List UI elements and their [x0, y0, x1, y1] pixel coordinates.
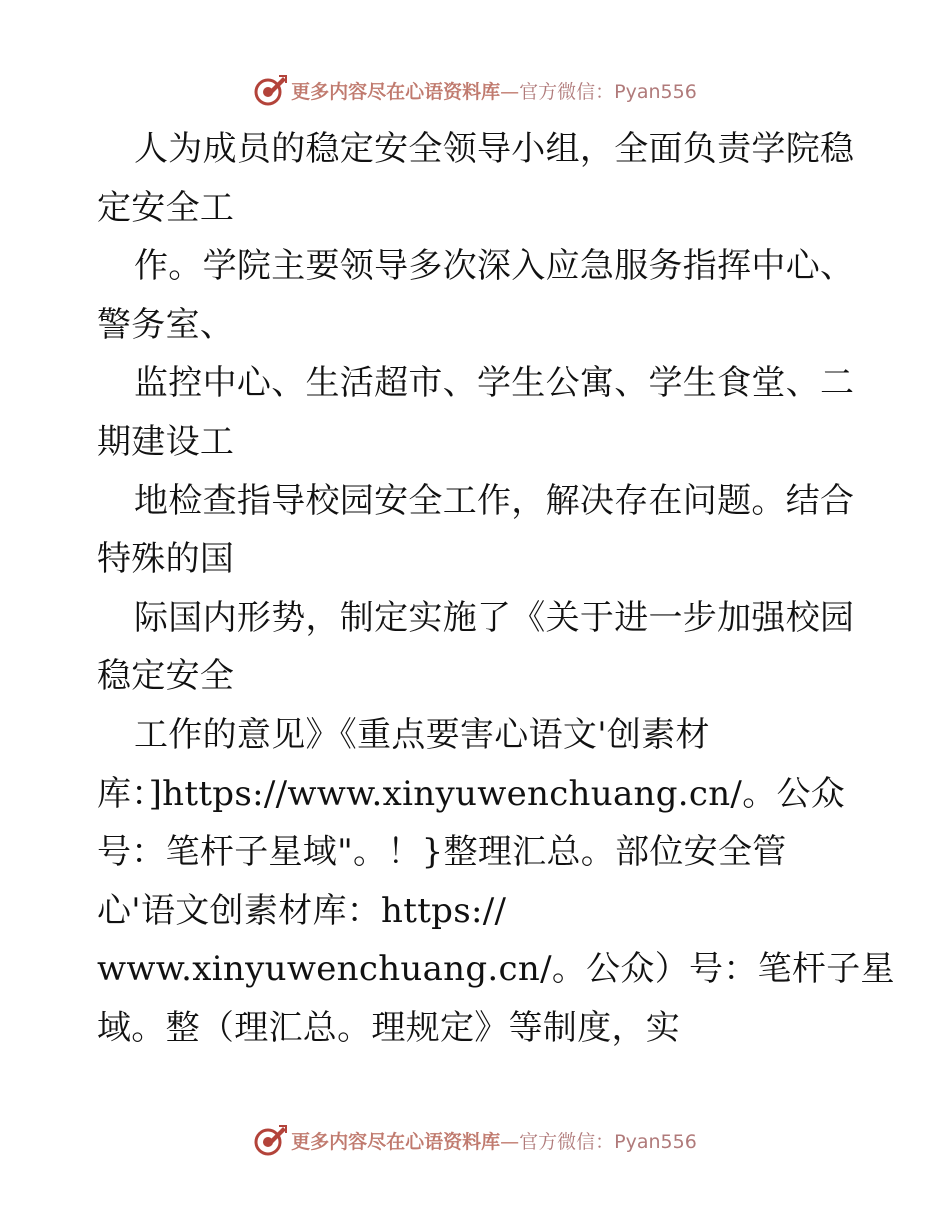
document-body — [97, 120, 895, 1058]
body-line: 稳定安全 — [97, 656, 235, 697]
body-line: 人为成员的稳定安全领导小组，全面负责学院稳 — [134, 129, 855, 169]
header-site-text: 更多内容尽在心语资料库 — [291, 80, 501, 103]
body-line: 警务室、 — [97, 304, 235, 345]
footer-banner — [0, 1120, 950, 1160]
footer-banner-text — [291, 1127, 697, 1154]
body-line: 工作的意见》《重点要害心语文'创素材 — [134, 714, 710, 755]
pen-circle-logo-icon — [253, 73, 287, 107]
body-line: 心'语文创素材库：https:// — [97, 890, 507, 931]
body-line: 域。整（理汇总。理规定》等制度，实 — [97, 1007, 681, 1048]
body-line: 库：]https://www.xinyuwenchuang.cn/。公众 — [97, 773, 846, 814]
header-separator: — — [500, 80, 520, 103]
body-line: 际国内形势，制定实施了《关于进一步加强校园 — [134, 597, 855, 638]
body-line: 定安全工 — [97, 187, 235, 228]
body-line: 号：笔杆子星域"。！}整理汇总。部位安全管 — [97, 832, 787, 873]
pen-circle-logo-icon — [253, 1123, 287, 1157]
body-line: 期建设工 — [97, 421, 235, 462]
body-line: 特殊的国 — [97, 539, 235, 580]
body-line: 作。学院主要领导多次深入应急服务指挥中心、 — [134, 246, 855, 287]
body-line: 监控中心、生活超市、学生公寓、学生食堂、二 — [134, 363, 855, 404]
footer-wechat-text: 官方微信：Pyan556 — [519, 1130, 697, 1153]
header-banner — [0, 70, 950, 110]
header-banner-text — [291, 77, 697, 104]
footer-separator: — — [500, 1130, 520, 1153]
header-wechat-text: 官方微信：Pyan556 — [519, 80, 697, 103]
body-line: www.xinyuwenchuang.cn/。公众）号：笔杆子星 — [97, 949, 895, 990]
footer-site-text: 更多内容尽在心语资料库 — [291, 1130, 501, 1153]
body-line: 地检查指导校园安全工作，解决存在问题。结合 — [134, 480, 855, 521]
